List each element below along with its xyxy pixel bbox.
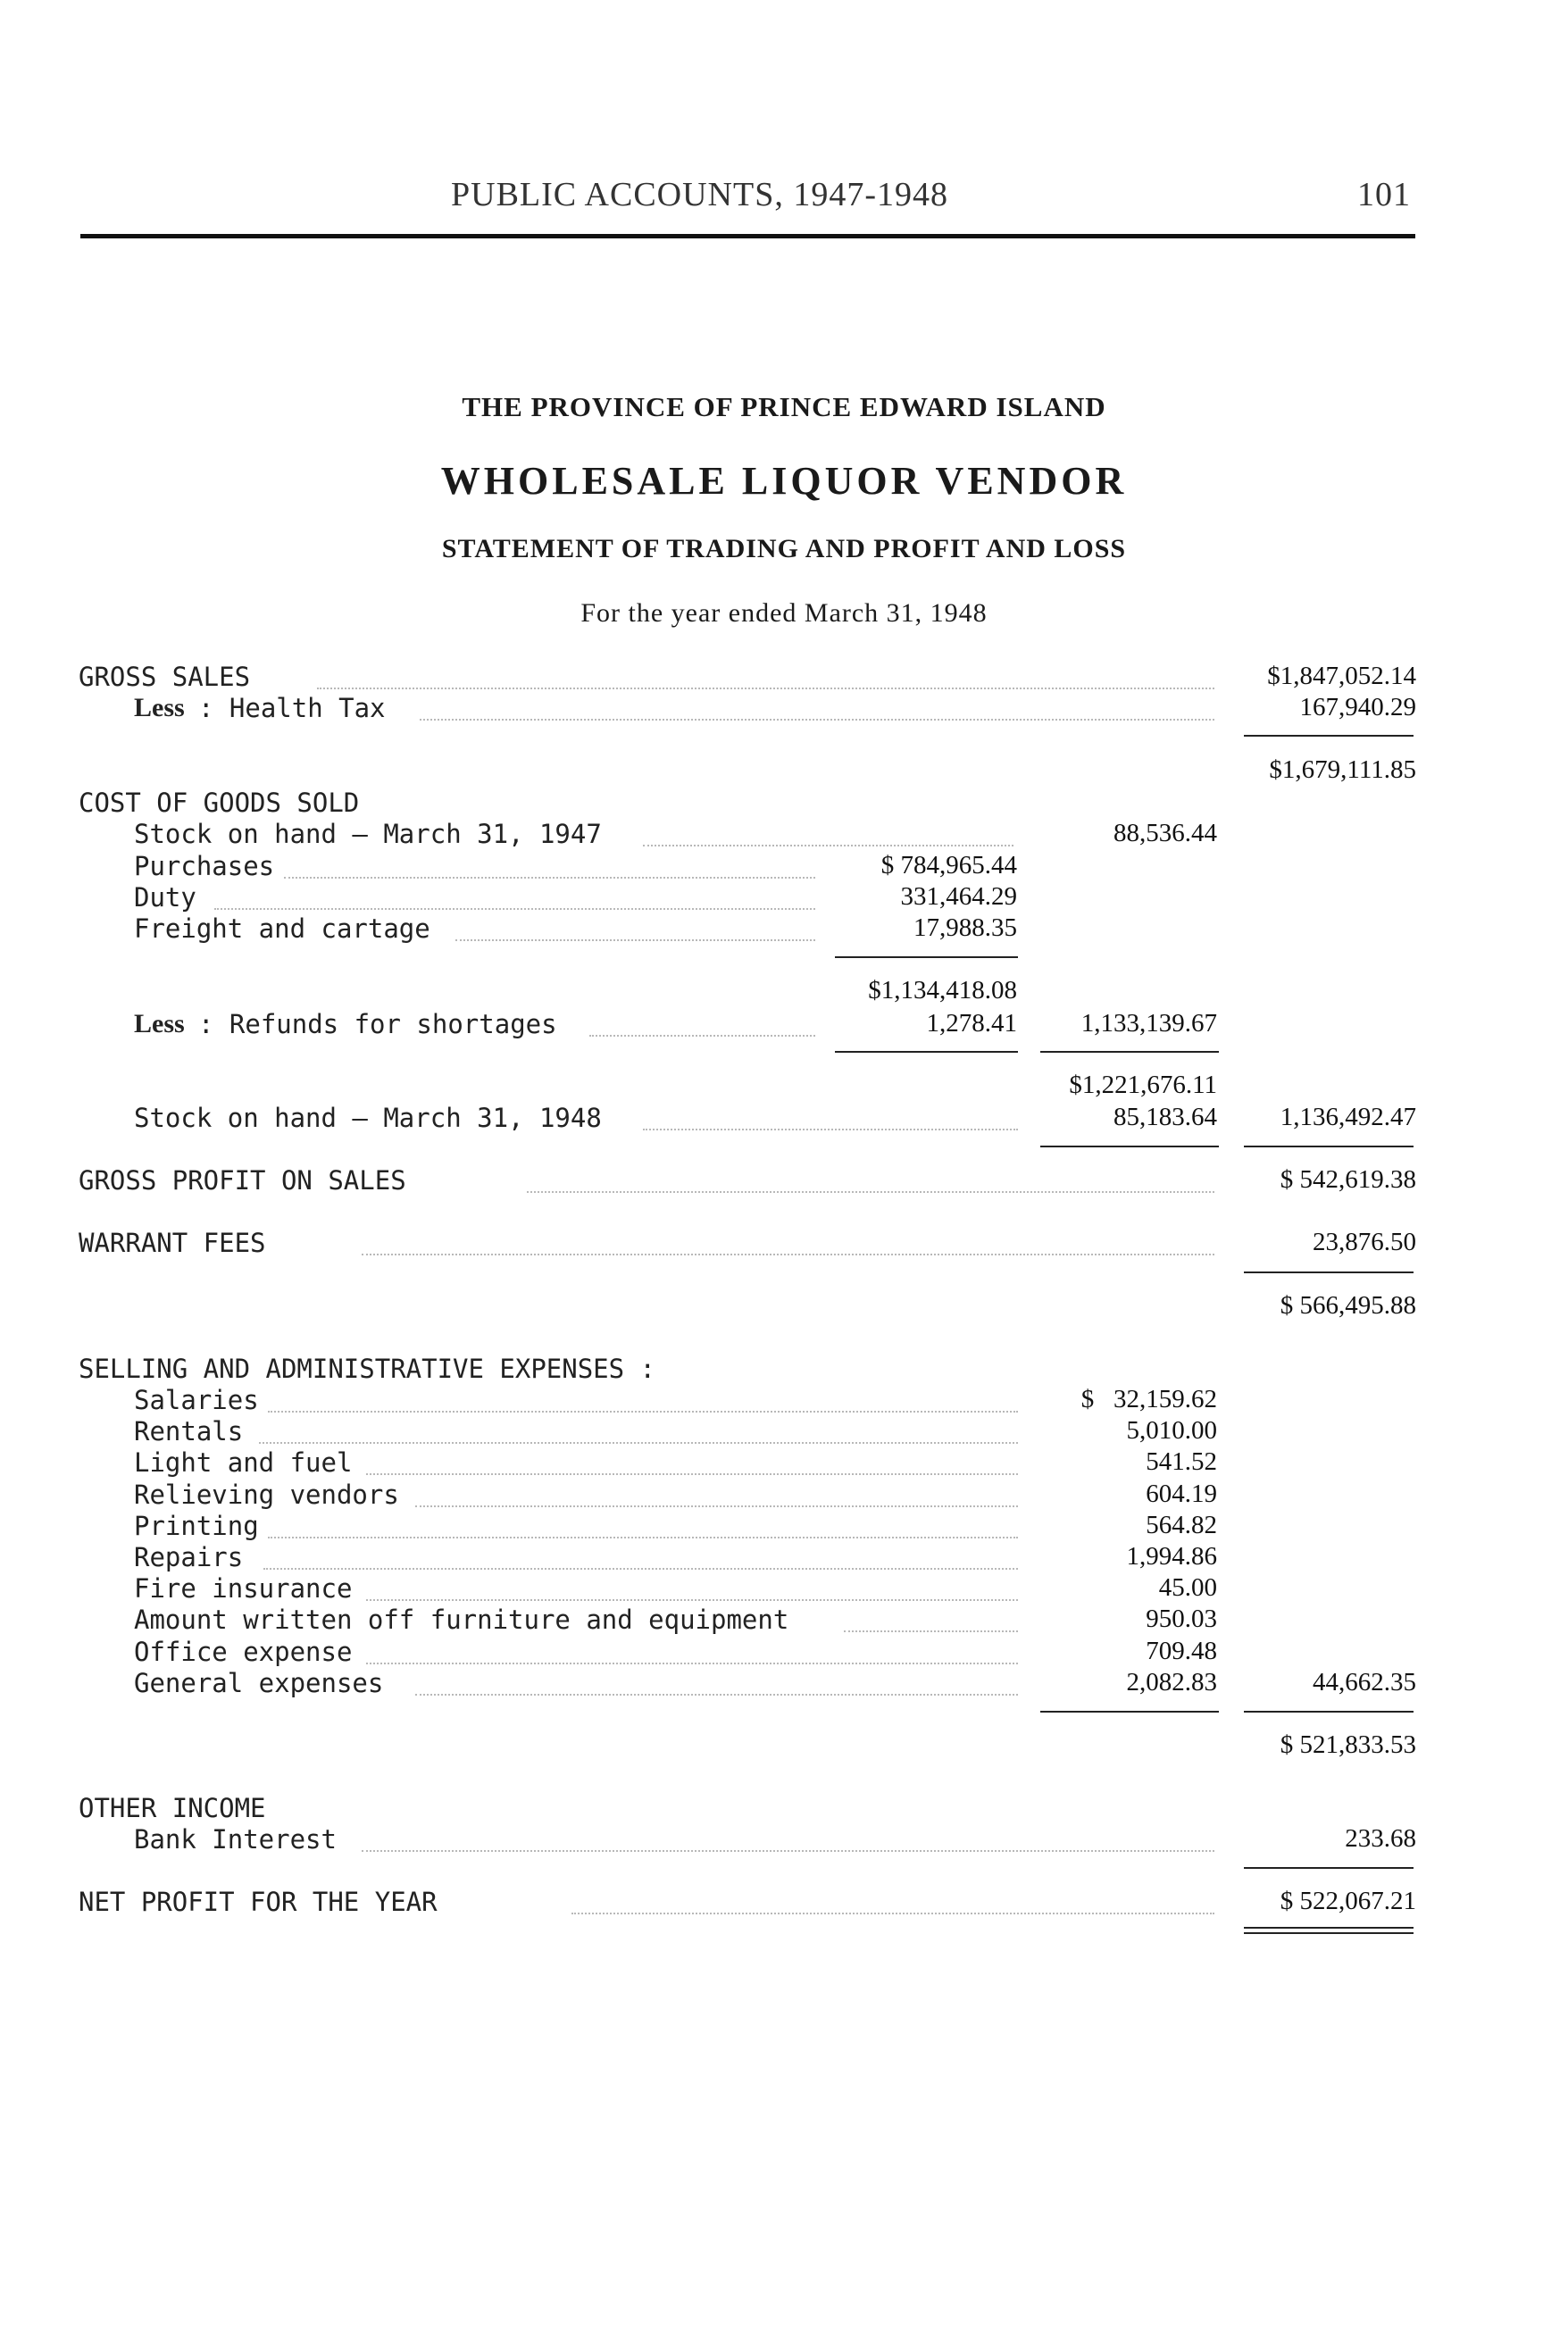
leader: [643, 1129, 1018, 1130]
expense-item-amount: 709.48: [1146, 1636, 1217, 1665]
double-rule: [1244, 1927, 1414, 1929]
less-label: Less: [134, 1009, 185, 1038]
gross-profit-amount: $ 542,619.38: [1280, 1165, 1416, 1194]
expense-item-amount: 564.82: [1146, 1510, 1217, 1539]
leader: [643, 845, 1013, 846]
expense-item-amount: 1,994.86: [1126, 1542, 1217, 1571]
page-number: 101: [1357, 176, 1411, 213]
leader: [844, 1630, 1018, 1632]
purchases-amount: $ 784,965.44: [880, 851, 1017, 880]
period-title: For the year ended March 31, 1948: [580, 598, 988, 628]
expense-item-amount: 604.19: [1146, 1479, 1217, 1508]
expenses-total-amount: 44,662.35: [1313, 1668, 1416, 1697]
leader: [268, 1411, 1018, 1413]
expense-item-amount: 45.00: [1158, 1573, 1217, 1603]
opening-stock-amount: 88,536.44: [1113, 819, 1217, 847]
purchases-label: Purchases: [134, 851, 275, 881]
freight-label: Freight and cartage: [134, 913, 430, 944]
cogs-subtotal: $1,134,418.08: [868, 976, 1017, 1005]
gross-profit-label: GROSS PROFIT ON SALES: [79, 1165, 406, 1196]
leader: [263, 1568, 1018, 1570]
other-income-heading: OTHER INCOME: [79, 1793, 266, 1823]
gross-sales-label: GROSS SALES: [79, 662, 251, 692]
leader: [571, 1913, 1214, 1914]
net-sales-amount: $1,679,111.85: [1269, 755, 1416, 784]
leader: [268, 1537, 1018, 1538]
health-tax-label: : Health Tax: [198, 693, 386, 723]
province-title: THE PROVINCE OF PRINCE EDWARD ISLAND: [462, 391, 1106, 422]
expense-item-amount: $ 32,159.62: [1080, 1385, 1217, 1413]
leader: [317, 688, 1214, 689]
leader: [527, 1191, 1214, 1193]
duty-label: Duty: [134, 882, 196, 913]
net-purchases-amount: 1,133,139.67: [1080, 1009, 1217, 1038]
expense-item-label: Fire insurance: [134, 1573, 353, 1605]
rule: [1244, 1146, 1414, 1147]
rule: [1244, 1867, 1414, 1869]
leader: [366, 1663, 1018, 1664]
bank-interest-label: Bank Interest: [134, 1824, 337, 1855]
double-rule: [1244, 1932, 1414, 1934]
net-profit-amount: $ 522,067.21: [1280, 1887, 1416, 1915]
expense-item-label: Relieving vendors: [134, 1479, 399, 1510]
expense-item-label: Salaries: [134, 1385, 259, 1415]
expense-item-label: Light and fuel: [134, 1447, 353, 1479]
leader: [420, 719, 1214, 721]
after-expenses-amount: $ 521,833.53: [1280, 1730, 1416, 1759]
leader: [284, 877, 815, 879]
net-profit-label: NET PROFIT FOR THE YEAR: [79, 1887, 438, 1917]
leader: [415, 1505, 1018, 1507]
rule: [1244, 1711, 1414, 1713]
leader: [362, 1254, 1214, 1255]
freight-amount: 17,988.35: [913, 913, 1017, 942]
gross-sales-amount: $1,847,052.14: [1267, 662, 1416, 690]
expense-item-amount: 5,010.00: [1126, 1416, 1217, 1446]
rule: [1244, 1271, 1414, 1273]
leader: [362, 1850, 1214, 1852]
leader: [366, 1599, 1018, 1601]
leader: [214, 908, 815, 910]
expense-item-amount: 950.03: [1146, 1605, 1217, 1634]
rule: [1040, 1711, 1219, 1713]
expense-item-label: Rentals: [134, 1416, 244, 1447]
statement-title: STATEMENT OF TRADING AND PROFIT AND LOSS: [441, 534, 1127, 563]
refunds-label: : Refunds for shortages: [198, 1009, 557, 1039]
health-tax-amount: 167,940.29: [1299, 693, 1416, 721]
leader: [259, 1442, 1018, 1444]
cogs-heading: COST OF GOODS SOLD: [79, 788, 360, 818]
expense-item-amount: 541.52: [1146, 1447, 1217, 1477]
warrant-fees-label: WARRANT FEES: [79, 1228, 266, 1258]
refunds-amount: 1,278.41: [926, 1009, 1017, 1038]
rule: [1040, 1146, 1219, 1147]
expense-item-label: Repairs: [134, 1542, 244, 1572]
bank-interest-amount: 233.68: [1345, 1824, 1416, 1853]
warrant-fees-amount: 23,876.50: [1313, 1228, 1416, 1256]
rule: [835, 1051, 1018, 1053]
expense-item-label: General expenses: [134, 1667, 384, 1698]
leader: [589, 1035, 815, 1037]
running-title: PUBLIC ACCOUNTS, 1947-1948: [451, 176, 948, 213]
closing-stock-label: Stock on hand — March 31, 1948: [134, 1103, 602, 1133]
entity-title: WHOLESALE LIQUOR VENDOR: [440, 459, 1128, 503]
leader: [366, 1473, 1018, 1475]
leader: [455, 939, 815, 941]
opening-stock-label: Stock on hand — March 31, 1947: [134, 819, 602, 849]
expense-item-label: Printing: [134, 1510, 259, 1541]
expense-item-label: Office expense: [134, 1636, 353, 1667]
rule: [1040, 1051, 1219, 1053]
cogs-total-amount: 1,136,492.47: [1280, 1103, 1416, 1131]
expenses-heading: SELLING AND ADMINISTRATIVE EXPENSES :: [79, 1354, 656, 1384]
header-rule: [80, 234, 1415, 238]
rule: [835, 956, 1018, 958]
leader: [415, 1694, 1018, 1696]
warrant-fees-total: $ 566,495.88: [1280, 1291, 1416, 1320]
less-label: Less: [134, 693, 185, 722]
expense-item-amount: 2,082.83: [1126, 1667, 1217, 1697]
duty-amount: 331,464.29: [900, 882, 1017, 911]
rule: [1244, 735, 1414, 737]
closing-stock-amount: 85,183.64: [1113, 1103, 1217, 1131]
expense-item-label: Amount written off furniture and equipment: [134, 1605, 789, 1636]
total-available-amount: $1,221,676.11: [1069, 1071, 1217, 1099]
